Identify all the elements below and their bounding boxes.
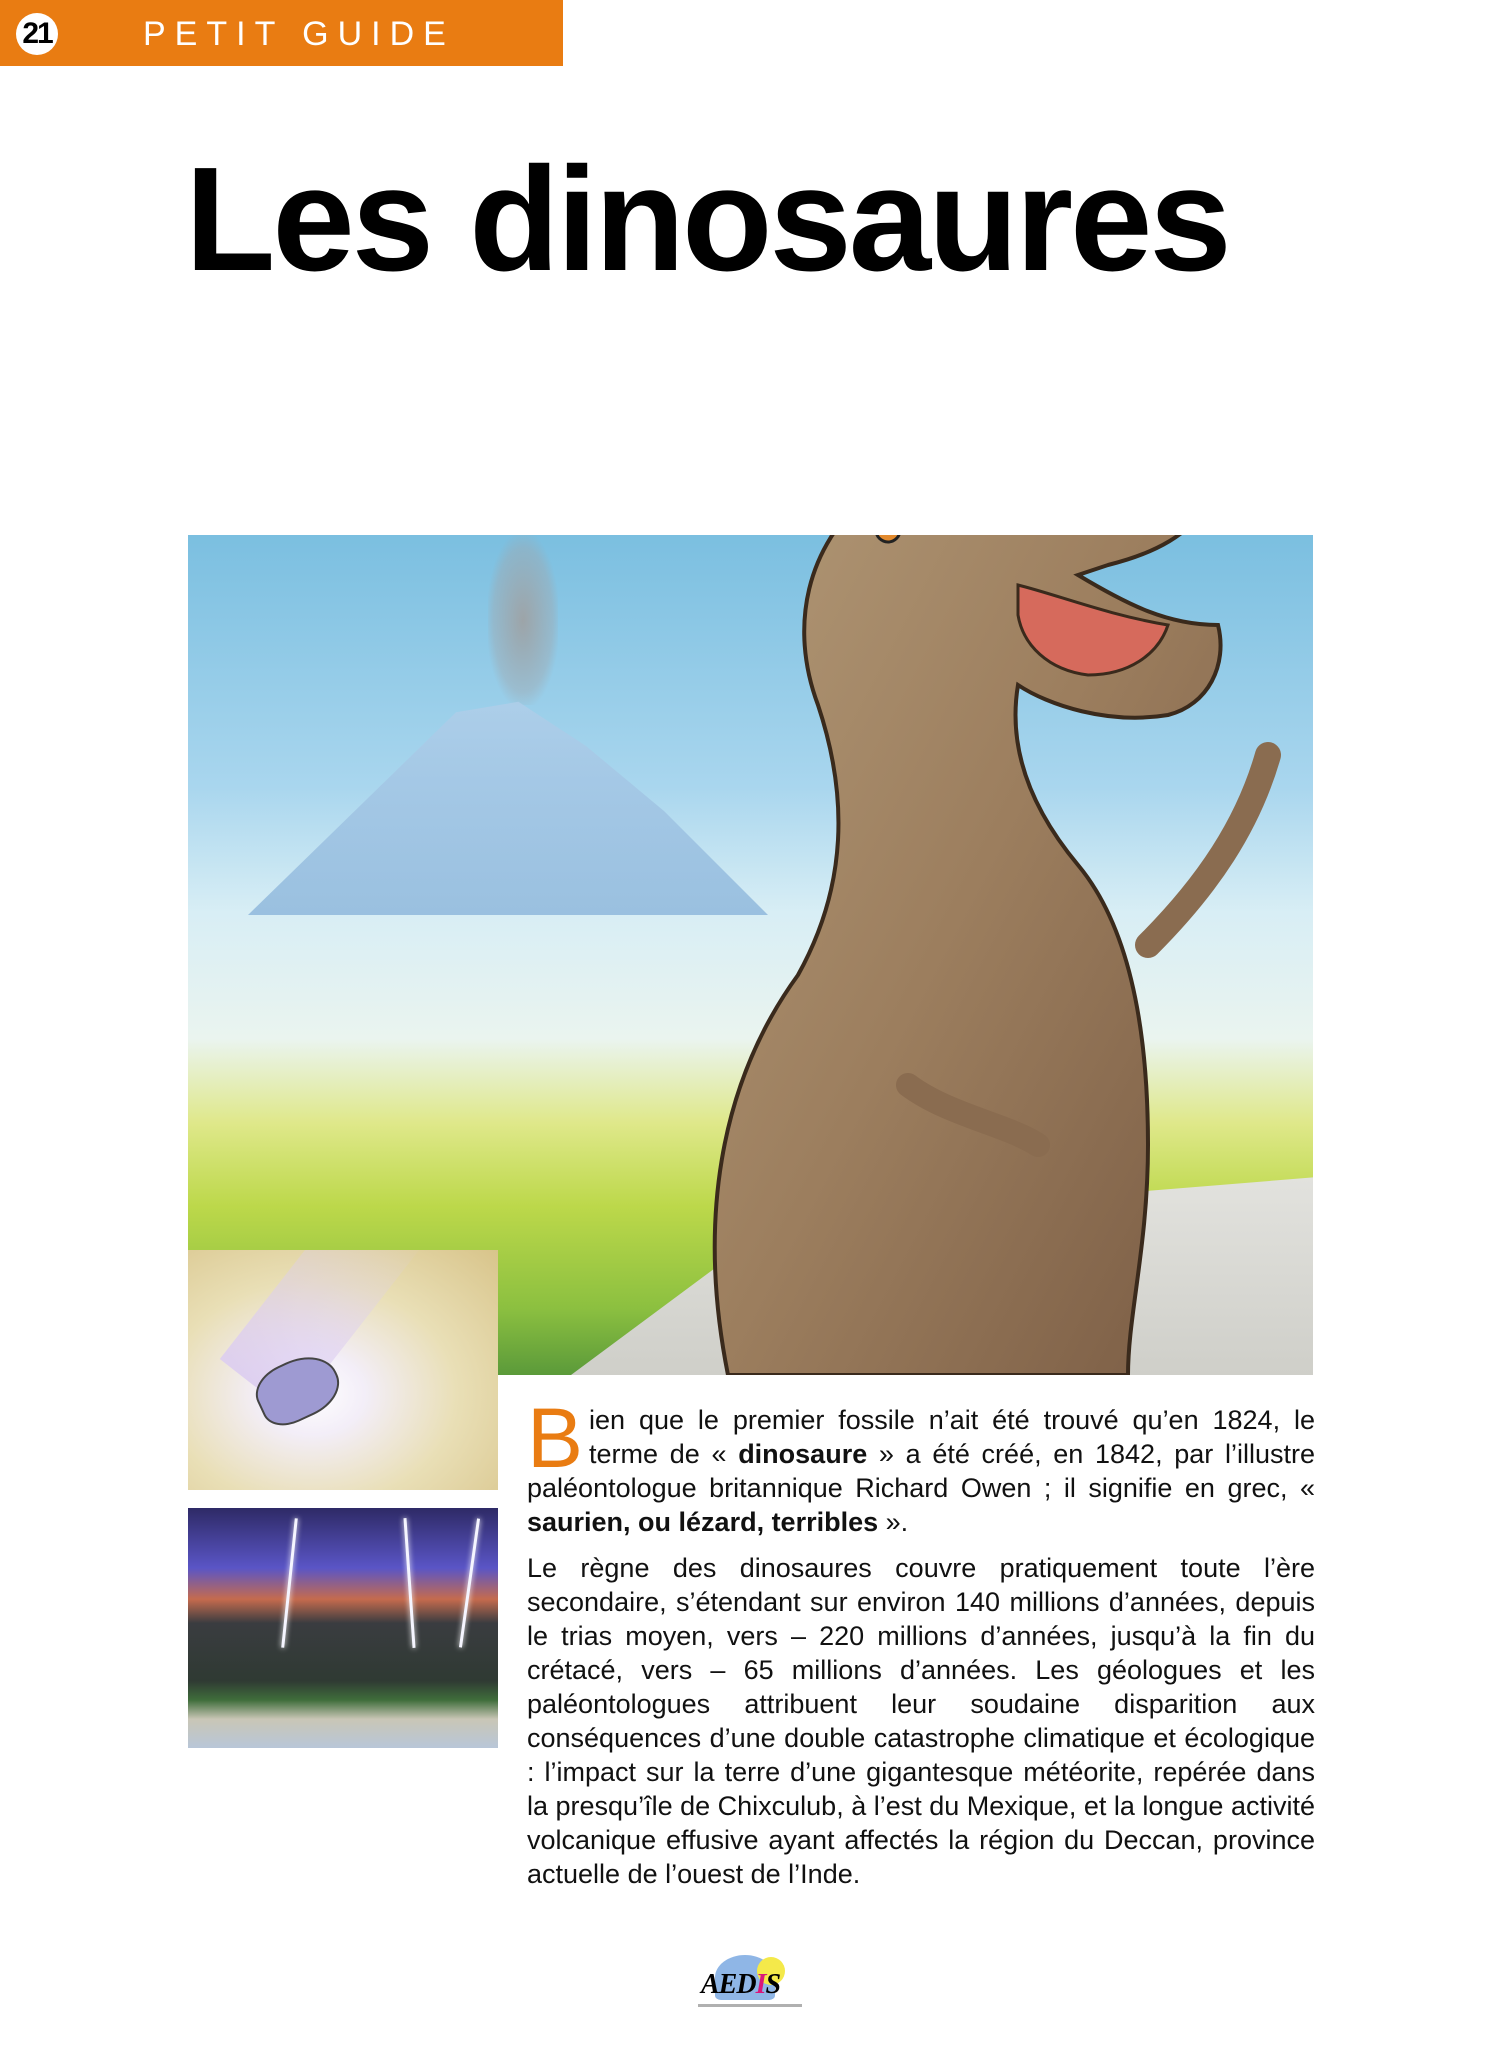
term-dinosaure: dinosaure xyxy=(738,1439,868,1469)
lightning-icon xyxy=(281,1518,298,1648)
series-label: PETIT GUIDE xyxy=(143,15,455,53)
hero-illustration xyxy=(188,535,1313,1375)
drop-cap: B xyxy=(527,1391,584,1485)
term-meaning: saurien, ou lézard, terribles xyxy=(527,1507,879,1537)
article-body xyxy=(527,1391,1315,1903)
logo-wordmark: AEDIS xyxy=(701,1969,781,2000)
lightning-icon xyxy=(403,1518,415,1648)
page-title: Les dinosaures xyxy=(185,137,1229,302)
volcano-smoke xyxy=(488,535,558,705)
logo-underline xyxy=(698,2004,802,2007)
lightning-icon xyxy=(459,1518,480,1647)
paragraph-extinction: Le règne des dinosaures couvre pratiquement toute l’ère secondaire, s’étendant sur environ 140 millions d’années, depuis le trias moyen, vers – 220 millions d’années, jusqu’à la fin du crétacé, vers – 65 millions d’années. Les géologues et les paléontologues attribuent leur soudaine disparition aux conséquences d’une double catastrophe climatique et écologique : l’impact sur la terre d’une gigantesque météorite, repérée dans la presqu’île de Chixculub, à l’est du Mexique, et la longue activité volcanique effusive ayant affectés la région du Deccan, province actuelle de l’ouest de l’Inde. xyxy=(527,1553,1315,1889)
aedis-logo xyxy=(695,1955,805,2010)
issue-number-badge: 21 xyxy=(16,13,58,55)
meteorite-impact-illustration xyxy=(188,1250,498,1490)
series-header-band xyxy=(0,0,563,66)
volcanic-storm-illustration xyxy=(188,1508,498,1748)
tyrannosaurus-icon xyxy=(608,535,1308,1375)
paragraph-intro: Bien que le premier fossile n’ait été trouvé qu’en 1824, le terme de « dinosaure » a été créé, en 1842, par l’illustre paléontologue britannique Richard Owen ; il signifie en grec, « saurien, ou lézard, terribles ». xyxy=(527,1391,1315,1537)
